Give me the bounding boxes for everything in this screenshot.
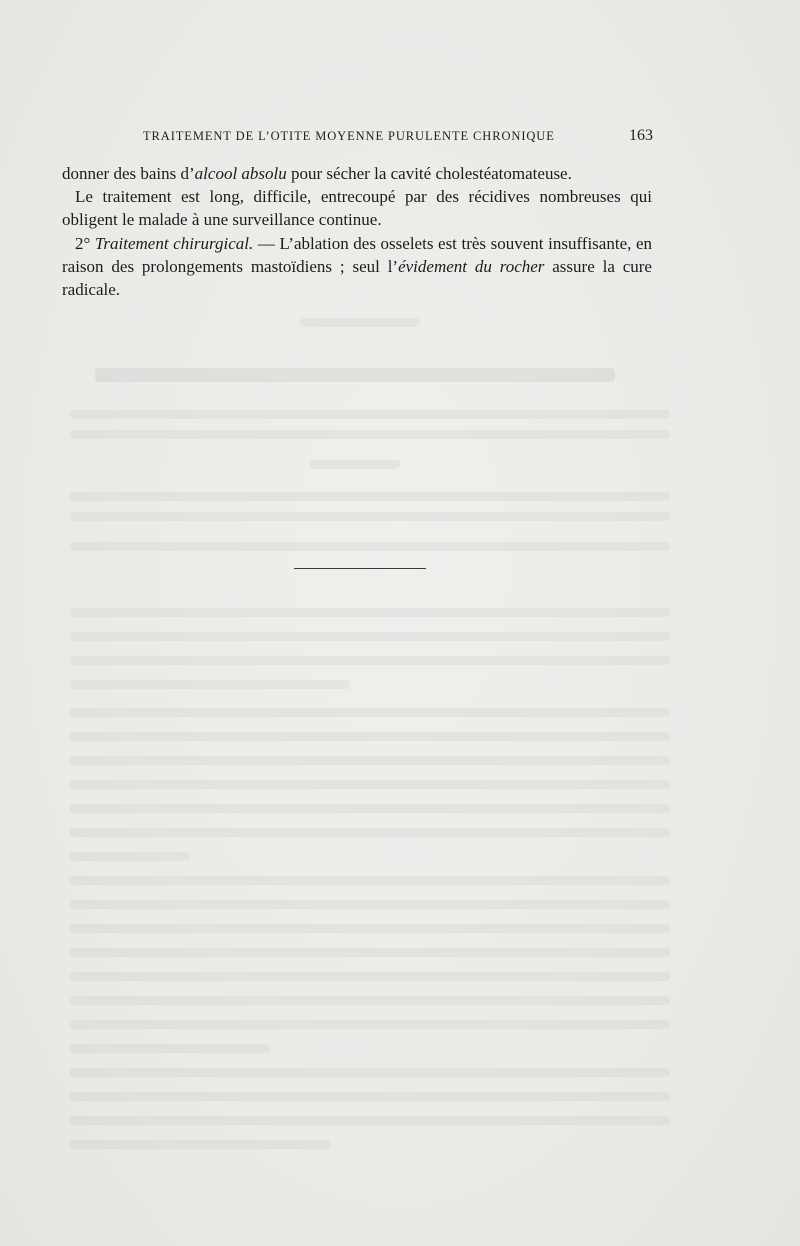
running-head xyxy=(143,127,653,149)
paragraph-3-text-b: assure la cure radicale. xyxy=(62,256,652,300)
paragraph-1-italic: alcool absolu xyxy=(194,164,287,183)
separator-rule xyxy=(294,568,426,569)
section-number: 2° xyxy=(75,233,91,253)
section-heading: Traitement chirurgical. xyxy=(94,233,254,253)
paragraph-3 xyxy=(62,232,652,302)
paragraph-1 xyxy=(62,162,652,185)
body-text xyxy=(62,162,652,301)
paragraph-1-text-a: donner des bains d’ xyxy=(62,164,195,183)
paragraph-3-text-a: — L’ablation des osselets est très souvent insuffisante, en raison des prolongements mastoïdiens ; seul l’ xyxy=(62,233,652,276)
running-title: TRAITEMENT DE L’OTITE MOYENNE PURULENTE CHRONIQUE xyxy=(143,129,555,143)
paragraph-1-text-b: pour sécher la cavité cholestéatomateuse. xyxy=(286,164,572,183)
paragraph-3-italic: évidement du rocher xyxy=(398,256,545,276)
page-number: 163 xyxy=(629,127,653,144)
paragraph-2: Le traitement est long, difficile, entrecoupé par des récidives nombreuses qui obligent le malade à une surveillance continue. xyxy=(62,187,652,230)
